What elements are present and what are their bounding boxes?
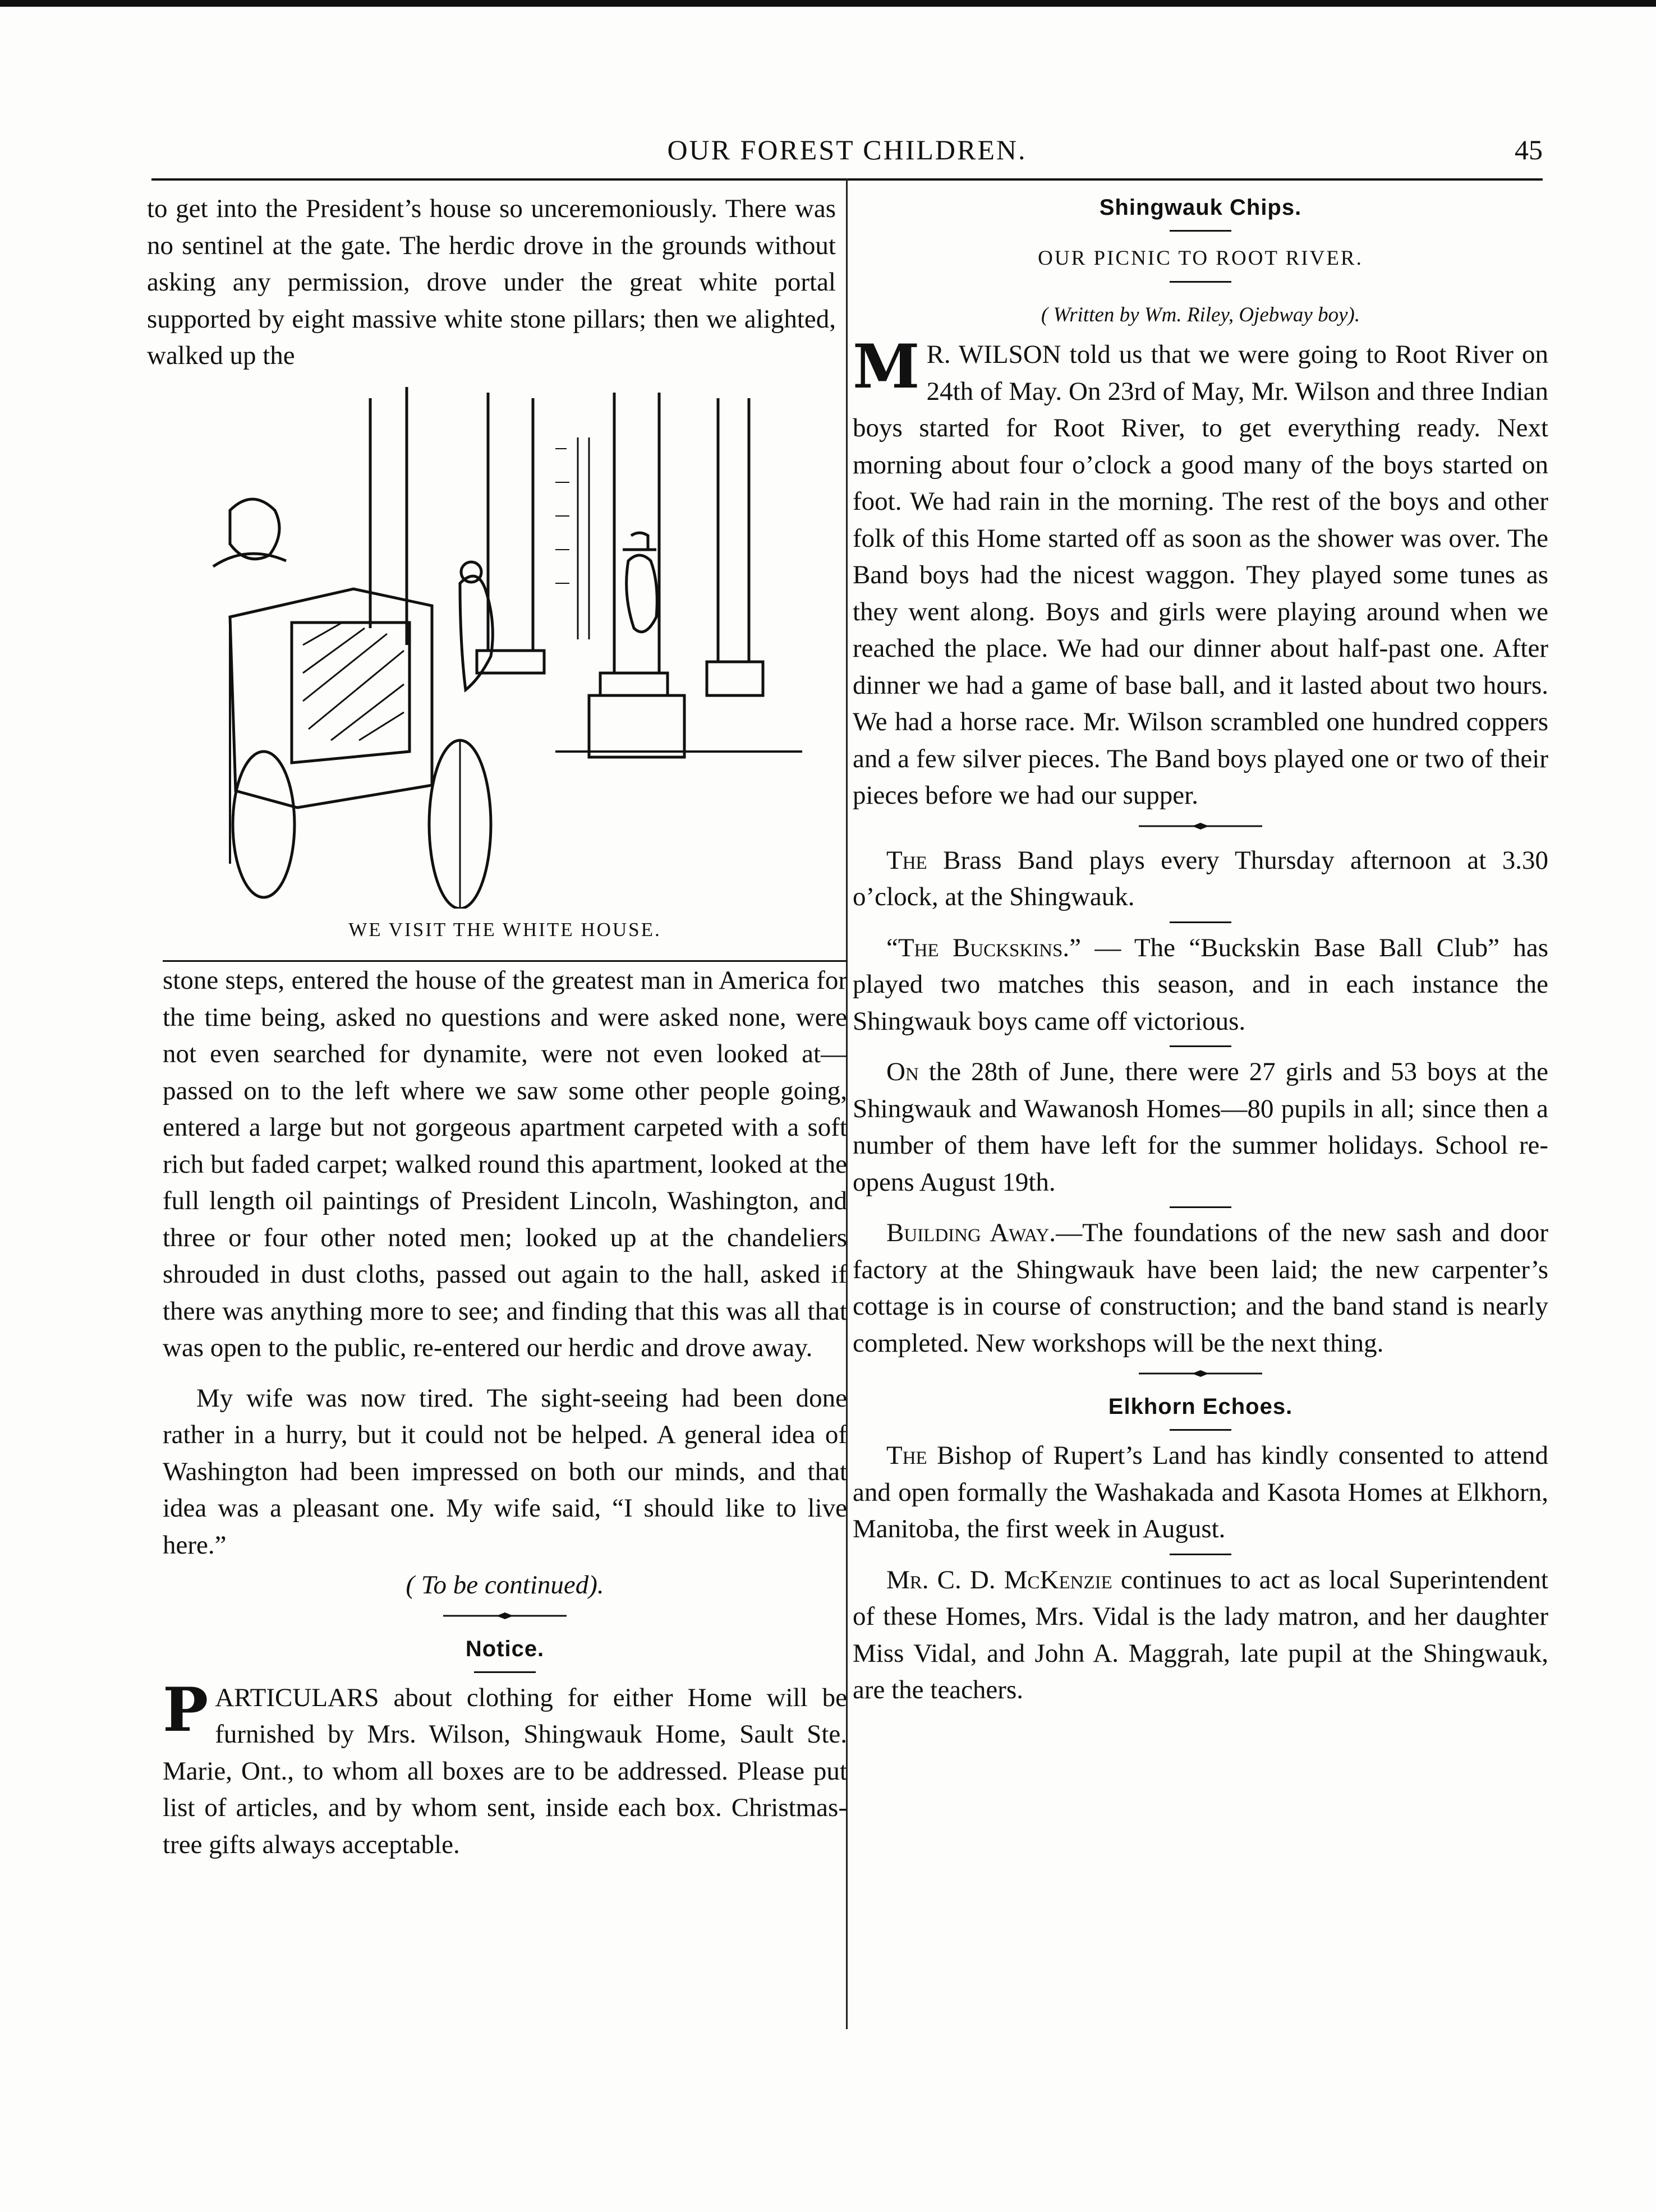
article-paragraph: My wife was now tired. The sight-seeing had been done rather in a hurry, but it could not be helped. A general idea of Washington had been impressed on both our minds, and that idea was a pleasant one. My wife said, “I should like to live here.” bbox=[163, 1383, 847, 1560]
picnic-subheading: OUR PICNIC TO ROOT RIVER. bbox=[1038, 247, 1363, 270]
subheading-rule bbox=[1170, 281, 1231, 283]
ornament-divider bbox=[443, 1612, 567, 1620]
mckenzie-paragraph bbox=[853, 1562, 1548, 1709]
magazine-title: OUR FOREST CHILDREN. bbox=[667, 134, 1027, 165]
brass-band-paragraph bbox=[853, 842, 1548, 916]
notice-text: about clothing for either Home will be furnished by Mrs. Wilson, Shingwauk Home, Sault Ste. Marie, Ont., to whom all boxes are to be addressed. Please put list of articles, and by whom sent, inside each box. Christmas-tree gifts always acceptable. bbox=[163, 1683, 847, 1859]
paragraph-lead: The bbox=[886, 1441, 927, 1470]
notice-dropcap: P bbox=[163, 1674, 209, 1745]
article-paragraph: to get into the President’s house so unceremoniously. There was no sentinel at the gate. The herdic drove in the grounds without asking any permission, drove under the great white portal supported by eight massive white stone pillars; then we alighted, walked up the bbox=[147, 194, 836, 370]
caption-rule bbox=[163, 960, 847, 962]
notice-heading: Notice. bbox=[465, 1636, 545, 1661]
notice-paragraph bbox=[163, 1674, 847, 1864]
paragraph-lead: The bbox=[886, 845, 927, 875]
running-head bbox=[151, 130, 1543, 175]
heading-rule bbox=[1170, 230, 1231, 232]
paragraph-text: continues to act as local Superintendent of these Homes, Mrs. Vidal is the lady matron, and her daughter Miss Vidal, and John A. Maggrah, late pupil at the Shingwauk, are the teachers. bbox=[853, 1565, 1548, 1704]
heading-rule bbox=[1170, 1429, 1231, 1431]
continued-note: ( To be continued). bbox=[406, 1570, 604, 1600]
top-border bbox=[0, 0, 1656, 7]
right-column bbox=[853, 191, 1548, 1709]
page-number: 45 bbox=[1515, 134, 1543, 165]
paragraph-text: —The foundations of the new sash and door factory at the Shingwauk have been laid; the new carpenter’s cottage is in course of construction; and the band stand is nearly completed. New workshops will be the next thing. bbox=[853, 1218, 1548, 1358]
elkhorn-echoes-heading: Elkhorn Echoes. bbox=[1108, 1394, 1293, 1419]
ornament-divider bbox=[1139, 822, 1262, 830]
left-column-top bbox=[147, 191, 836, 375]
paragraph-lead: “The Buckskins.” bbox=[886, 933, 1081, 962]
ornament-divider bbox=[1139, 1370, 1262, 1377]
picnic-dropcap: M bbox=[853, 331, 920, 402]
bishop-paragraph bbox=[853, 1437, 1548, 1548]
white-house-illustration bbox=[196, 381, 802, 909]
paragraph-text: — The “Buckskin Base Ball Club” has played two matches this season, and in each instance the Shingwauk boys came off victorious. bbox=[853, 933, 1548, 1036]
article-paragraph: stone steps, entered the house of the greatest man in America for the time being, asked no questions and were asked none, were not even searched for dynamite, were not even looked at—passed on to the left where we saw some other people going, entered a large but not gorgeous apartment carpeted with a soft rich but faded carpet; walked round this apartment, looked at the full length oil paintings of President Lincoln, Washington, and three or four other noted men; looked up at the chandeliers shrouded in dust cloths, passed out again to the hall, asked if there was anything more to see; and finding that this was all that was open to the public, re-entered our herdic and drove away. bbox=[163, 966, 847, 1362]
section-rule bbox=[1170, 1554, 1231, 1555]
shingwauk-chips-heading: Shingwauk Chips. bbox=[1099, 195, 1302, 220]
notice-lead: ARTICULARS bbox=[215, 1683, 379, 1712]
section-rule bbox=[1170, 1045, 1231, 1047]
paragraph-text: Brass Band plays every Thursday afternoon at 3.30 o’clock, at the Shingwauk. bbox=[853, 845, 1548, 911]
picnic-text: R. WILSON told us that we were going to Root River on 24th of May. On 23rd of May, Mr. Wilson and three Indian boys started for Root River, to get everything ready. Next morning about four o’clock a good many of the boys started on foot. We had rain in the morning. The rest of the boys and other folk of this Home started off as soon as the shower was over. The Band boys had the nicest waggon. They played some tunes as they went along. Boys and girls were playing around when we reached the place. We had our dinner about half-past one. After dinner we had a game of base ball, and it lasted about two hours. We had a horse race. Mr. Wilson scrambled one hundred coppers and a few silver pieces. The Band boys played one or two of their pieces before we had our supper. bbox=[853, 340, 1548, 810]
buckskins-paragraph bbox=[853, 930, 1548, 1040]
heading-rule bbox=[474, 1671, 536, 1673]
illustration-drawing bbox=[196, 381, 802, 909]
paragraph-lead: Building Away. bbox=[886, 1218, 1056, 1247]
picnic-paragraph bbox=[853, 331, 1548, 814]
paragraph-text: the 28th of June, there were 27 girls and 53 boys at the Shingwauk and Wawanosh Homes—80 pupils in all; since then a number of them have left for the summer holidays. School re-opens August 19th. bbox=[853, 1057, 1548, 1197]
building-paragraph bbox=[853, 1215, 1548, 1362]
paragraph-text: Bishop of Rupert’s Land has kindly consented to attend and open formally the Washakada and Kasota Homes at Elkhorn, Manitoba, the first week in August. bbox=[853, 1441, 1548, 1543]
section-rule bbox=[1170, 921, 1231, 923]
left-column-bottom bbox=[163, 962, 847, 1863]
section-rule bbox=[1170, 1206, 1231, 1208]
byline: ( Written by Wm. Riley, Ojebway boy). bbox=[1041, 303, 1360, 326]
paragraph-lead: Mr. C. D. McKenzie bbox=[886, 1565, 1112, 1595]
figure-caption: WE VISIT THE WHITE HOUSE. bbox=[348, 919, 661, 941]
june-paragraph bbox=[853, 1054, 1548, 1201]
paragraph-lead: On bbox=[886, 1057, 919, 1086]
